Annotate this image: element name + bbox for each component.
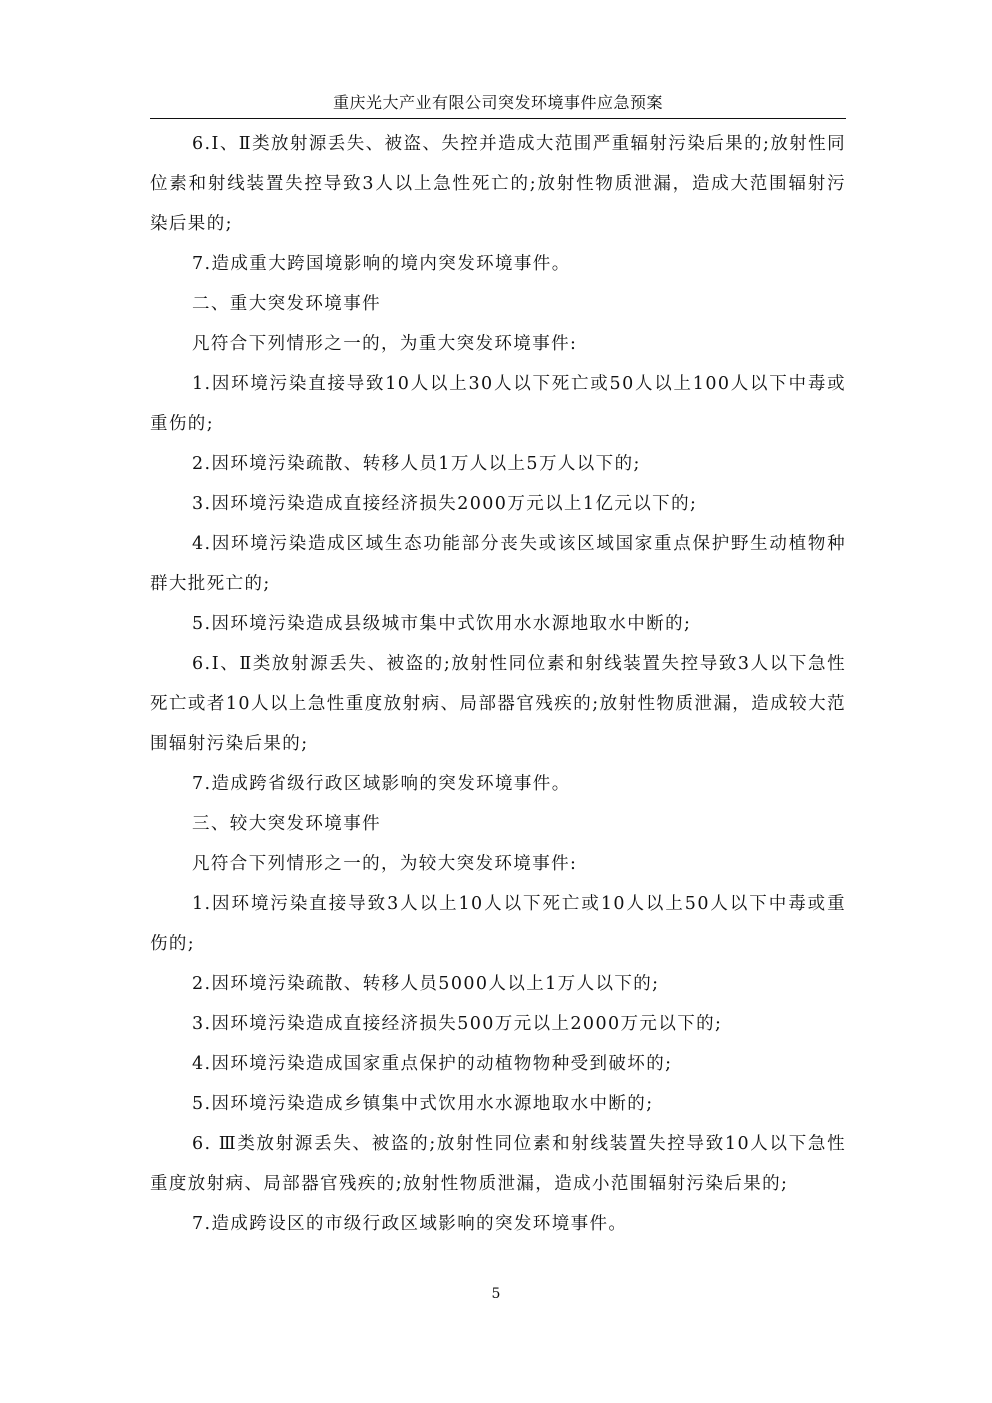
paragraph: 1.因环境污染直接导致10人以上30人以下死亡或50人以上100人以下中毒或重伤的; bbox=[150, 374, 846, 434]
paragraph: 6. Ⅲ类放射源丢失、被盗的;放射性同位素和射线装置失控导致10人以下急性重度放射病、局部器官残疾的;放射性物质泄漏，造成小范围辐射污染后果的; bbox=[150, 1134, 846, 1194]
paragraph: 5.因环境污染造成乡镇集中式饮用水水源地取水中断的; bbox=[192, 1094, 654, 1114]
header-divider bbox=[150, 118, 846, 119]
paragraph: 7.造成跨省级行政区域影响的突发环境事件。 bbox=[192, 774, 571, 794]
paragraph: 2.因环境污染疏散、转移人员5000人以上1万人以下的; bbox=[192, 974, 660, 994]
section-heading: 二、重大突发环境事件 bbox=[192, 294, 381, 314]
paragraph: 6.Ⅰ、Ⅱ类放射源丢失、被盗、失控并造成大范围严重辐射污染后果的;放射性同位素和射线装置失控导致3人以上急性死亡的;放射性物质泄漏，造成大范围辐射污染后果的; bbox=[150, 134, 846, 234]
document-body bbox=[150, 124, 846, 1244]
paragraph: 4.因环境污染造成区域生态功能部分丧失或该区域国家重点保护野生动植物种群大批死亡的; bbox=[150, 534, 846, 594]
paragraph: 凡符合下列情形之一的，为较大突发环境事件: bbox=[192, 854, 578, 874]
paragraph: 4.因环境污染造成国家重点保护的动植物物种受到破坏的; bbox=[192, 1054, 673, 1074]
paragraph: 3.因环境污染造成直接经济损失2000万元以上1亿元以下的; bbox=[192, 494, 698, 514]
paragraph: 5.因环境污染造成县级城市集中式饮用水水源地取水中断的; bbox=[192, 614, 692, 634]
page-header-title: 重庆光大产业有限公司突发环境事件应急预案 bbox=[332, 93, 663, 112]
paragraph: 7.造成跨设区的市级行政区域影响的突发环境事件。 bbox=[192, 1214, 628, 1234]
paragraph: 2.因环境污染疏散、转移人员1万人以上5万人以下的; bbox=[192, 454, 641, 474]
section-heading: 三、较大突发环境事件 bbox=[192, 814, 381, 834]
page-number: 5 bbox=[491, 1286, 501, 1302]
paragraph: 3.因环境污染造成直接经济损失500万元以上2000万元以下的; bbox=[192, 1014, 723, 1034]
paragraph: 凡符合下列情形之一的，为重大突发环境事件: bbox=[192, 334, 578, 354]
paragraph: 1.因环境污染直接导致3人以上10人以下死亡或10人以上50人以下中毒或重伤的; bbox=[150, 894, 846, 954]
paragraph: 7.造成重大跨国境影响的境内突发环境事件。 bbox=[192, 254, 571, 274]
paragraph: 6.Ⅰ、Ⅱ类放射源丢失、被盗的;放射性同位素和射线装置失控导致3人以下急性死亡或者10人以上急性重度放射病、局部器官残疾的;放射性物质泄漏，造成较大范围辐射污染后果的; bbox=[150, 654, 846, 754]
